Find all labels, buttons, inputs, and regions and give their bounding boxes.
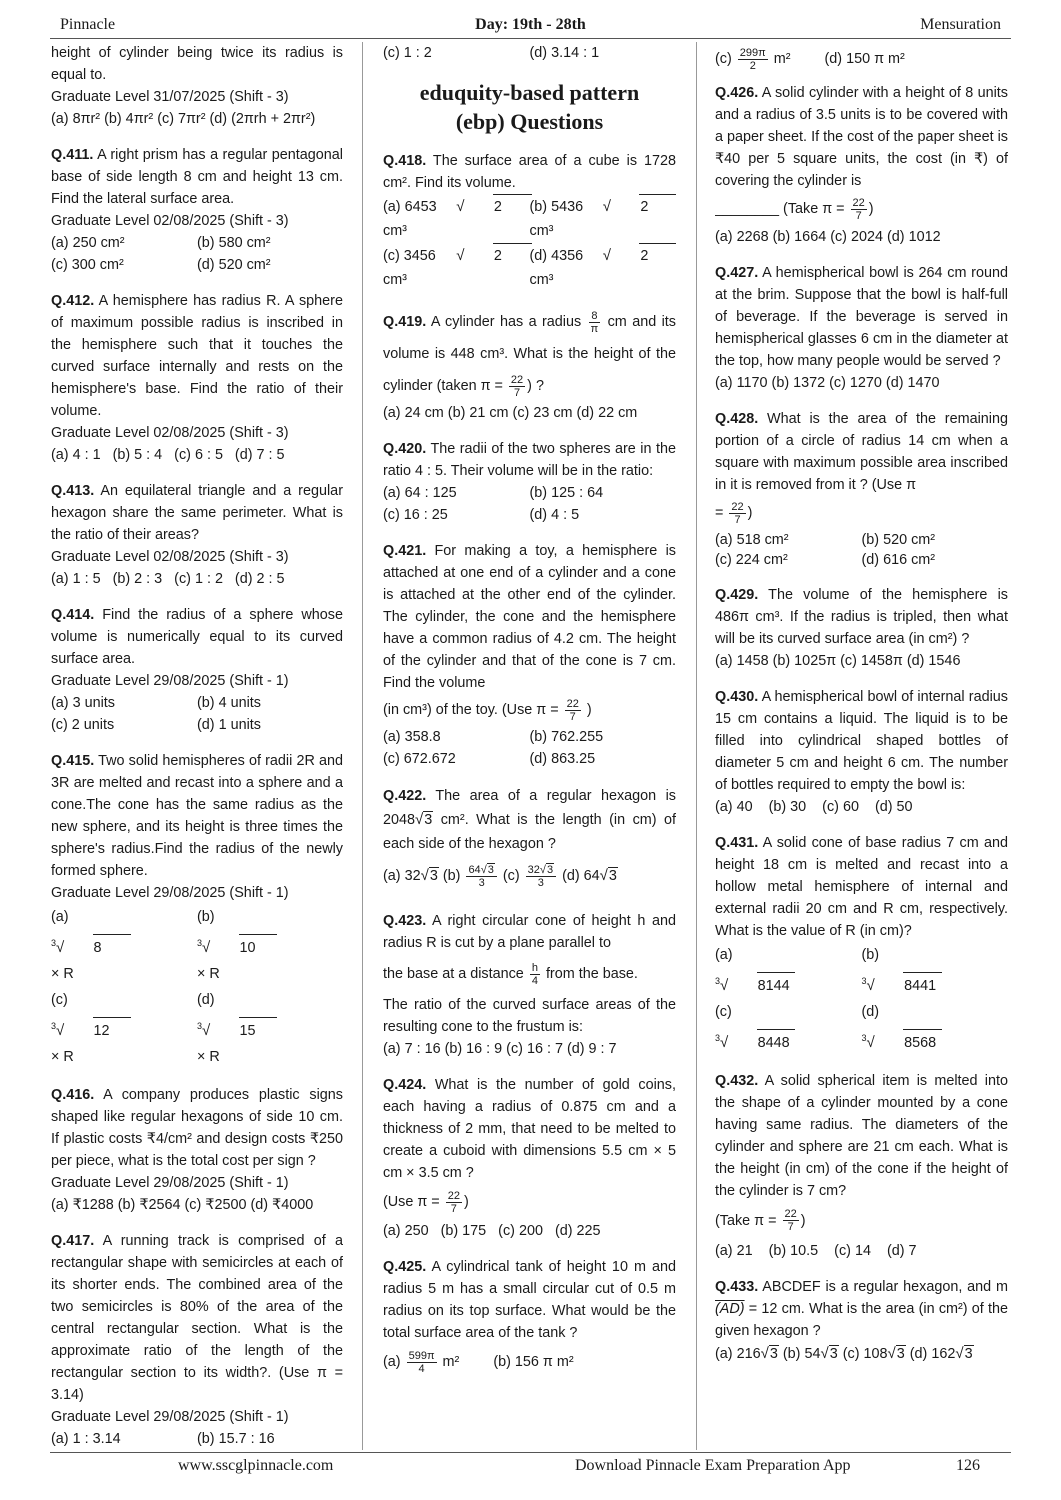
question-number: Q.419. — [383, 314, 427, 330]
question-options — [383, 856, 676, 896]
question-text: A hemisphere has radius R. A sphere of maximum possible radius is inscribed in the hemisphere such that it touches the curved surface internally and rests on the hemisphere's base. Find the ratio of their volume. — [51, 293, 343, 419]
option-a: (a) 358.8 — [383, 729, 441, 745]
question-419: Q.419. A cylinder has a radius $\frac{8}{\pi}$ cm and its volume is 448 cm³. What is the height of the cylinder (taken π = $\frac{22}{7}$ ) ? (a) 24 cm (b) 21 cm (c) 23 cm (d) 22 cm — [383, 306, 676, 424]
fraction: $\frac{22}{7}$ — [566, 697, 579, 723]
option-b: (b) $^3$√ 10 × R — [197, 904, 343, 987]
question-options: (a) ₹1288 (b) ₹2564 (c) ₹2500 (d) ₹4000 — [51, 1196, 314, 1213]
option-d: (d) 616 cm² — [861, 552, 936, 568]
fraction: $\frac{22}{7}$ — [510, 373, 524, 399]
option-a: (a) $^3$√ 8 × R — [51, 904, 197, 987]
question-420 — [383, 438, 676, 526]
option-d: (d) 64√3 — [562, 867, 617, 884]
question-text: Find the radius of a sphere whose volume is numerically equal to its curved surface area. — [51, 607, 343, 667]
question-options — [383, 1344, 676, 1380]
question-412 — [51, 290, 343, 466]
column-2 — [383, 42, 676, 1450]
question-text: The radii of the two spheres are in the ratio 4 : 5. Their volume will be in the ratio: — [383, 441, 676, 479]
question-417 — [51, 1230, 343, 1450]
question-430 — [715, 686, 1008, 818]
question-423: Q.423. A right circular cone of height h and radius R is cut by a plane parallel to the base at a distance $\frac{h}{4}$ from the base. The ratio of the curved surface areas of the resulting cone to the frustum is: (a) 7 : 16 (b) 16 : 9 (c) 16 : 7 (d) 9 : 7 — [383, 910, 676, 1060]
question-number: Q.428. — [715, 411, 759, 427]
question-text: What is the number of gold coins, each having a radius of 0.875 cm and a thickness of 2 mm, that need to be melted to create a cuboid with dimensions 5.5 cm × 5 cm × 3.5 cm ? — [383, 1077, 676, 1181]
question-number: Q.415. — [51, 753, 95, 769]
question-424: Q.424. What is the number of gold coins, each having a radius of 0.875 cm and a thickness of 2 mm, that need to be melted to create a cuboid with dimensions 5.5 cm × 5 cm × 3.5 cm ? (Use π = $\frac{22}{7}$ ) (a) 250 (b) 175 (c) 200 (d) 225 — [383, 1074, 676, 1242]
question-text: The surface area of a cube is 1728 cm². Find its volume. — [383, 153, 676, 191]
question-number: Q.425. — [383, 1259, 427, 1275]
option-c: (c) 300 cm² — [51, 257, 124, 273]
question-414 — [51, 604, 343, 736]
question-options: (a) 4 : 1 (b) 5 : 4 (c) 6 : 5 (d) 7 : 5 — [51, 447, 285, 463]
option-c: (c) 1 : 2 — [383, 45, 432, 61]
option-a: (a) 64 : 125 — [383, 485, 457, 501]
option-c: (c) $\frac{299\pi}{2}$ m² — [715, 46, 791, 72]
question-416 — [51, 1084, 343, 1216]
fraction: $\frac{8}{\pi}$ — [590, 309, 599, 335]
question-options: (a) 40 (b) 30 (c) 60 (d) 50 — [715, 799, 913, 815]
column-divider — [362, 42, 363, 1450]
option-c: (c) 3456 √ 2cm³ — [383, 243, 530, 292]
question-options: (a) 2268 (b) 1664 (c) 2024 (d) 1012 — [715, 229, 941, 245]
question-options: (a) 7 : 16 (b) 16 : 9 (c) 16 : 7 (d) 9 : 7 — [383, 1041, 617, 1057]
column-divider — [696, 42, 697, 1450]
question-426: Q.426. A solid cylinder with a height of 8 units and a radius of 3.5 units is to be covered with a paper sheet. If the cost of the paper sheet is ₹40 per 5 square units, the cost (in ₹) of covering the cylinder is ________ (Take π = $\frac{22}{7}$ ) (a) 2268 (b) 1664 (c) 2024 (d) 1012 — [715, 82, 1008, 248]
question-number: Q.418. — [383, 153, 427, 169]
question-options: (a) 21 (b) 10.5 (c) 14 (d) 7 — [715, 1242, 917, 1259]
question-text: A solid cylinder with a height of 8 units and a radius of 3.5 units is to be covered with a paper sheet. If the cost of the paper sheet is ₹40 per 5 square units, the cost (in ₹) of covering the cylinder is — [715, 85, 1008, 189]
option-b: (b) 125 : 64 — [529, 485, 604, 501]
question-425 — [383, 1256, 676, 1380]
question-number: Q.431. — [715, 835, 759, 851]
option-b: (b) 580 cm² — [197, 235, 271, 251]
question-415 — [51, 750, 343, 1070]
question-source: Graduate Level 02/08/2025 (Shift - 3) — [51, 425, 289, 441]
page-number: 126 — [956, 1457, 980, 1474]
footer-app-promo: Download Pinnacle Exam Preparation App — [575, 1457, 851, 1474]
option-d: (d) $^3$√ 15 × R — [197, 987, 343, 1070]
question-number: Q.429. — [715, 587, 759, 603]
question-text: An equilateral triangle and a regular hexagon share the same perimeter. What is the ratio of their areas? — [51, 483, 343, 543]
question-411 — [51, 144, 343, 276]
question-text: A hemispherical bowl is 264 cm round at the brim. Suppose that the bowl is half-full of beverage. If the beverage is served in hemispherical glasses 6 cm in the diameter at the top, how many people would be served ? — [715, 265, 1008, 369]
option-b: (b) 5436 √ 2cm³ — [530, 194, 677, 243]
question-428: Q.428. What is the area of the remaining portion of a circle of radius 14 cm when a square with maximum possible area inscribed in it is removed from it ? (Use π = $\frac{22}{7}$ ) (a) 518 cm² (b) 520 cm² (c) 224 cm² (d) 616 cm² — [715, 411, 1008, 568]
question-number: Q.413. — [51, 483, 95, 499]
question-options: (a) 8πr² (b) 4πr² (c) 7πr² (d) (2πrh + 2πr²) — [51, 111, 316, 127]
question-source: Graduate Level 02/08/2025 (Shift - 3) — [51, 213, 289, 229]
question-431 — [715, 832, 1008, 1056]
question-options: (a) 1458 (b) 1025π (c) 1458π (d) 1546 — [715, 653, 961, 669]
header-brand: Pinnacle — [60, 16, 116, 33]
question-text: A right prism has a regular pentagonal base of side length 8 cm and height 13 cm. Find the lateral surface area. — [51, 147, 343, 207]
question-source: Graduate Level 29/08/2025 (Shift - 1) — [51, 1408, 289, 1425]
question-text: A solid spherical item is melted into the shape of a cylinder mounted by a cone having same radius. The diameters of the cylinder and sphere are 21 cm each. What is the height (in cm) of the cone if the height of the cylinder is 7 cm? — [715, 1072, 1008, 1199]
question-source: Graduate Level 29/08/2025 (Shift - 1) — [51, 1174, 289, 1191]
option-d: (d) 150 π m² — [824, 51, 905, 67]
fraction: $\frac{22}{7}$ — [447, 1189, 460, 1215]
question-number: Q.414. — [51, 607, 95, 623]
question-text: The volume of the hemisphere is 486π cm³. If the radius is tripled, then what will be its curved surface area (in cm²) ? — [715, 587, 1008, 647]
question-options: (a) 1170 (b) 1372 (c) 1270 (d) 1470 — [715, 375, 940, 391]
question-number: Q.432. — [715, 1072, 759, 1089]
question-source: Graduate Level 29/08/2025 (Shift - 1) — [51, 673, 289, 689]
option-d: (d) 4 : 5 — [529, 507, 580, 523]
question-422: Q.422. The area of a regular hexagon is 2048√3 cm². What is the length (in cm) of each side of the hexagon ? (a) 32√3 (b) $\frac{64√3}{3}$ (c) $\frac{32√3}{3}$ (d) 64√3 — [383, 784, 676, 896]
option-b: (b) 156 π m² — [493, 1354, 574, 1370]
question-number: Q.427. — [715, 265, 759, 281]
option-c: (c) $^3$√ 8448 — [715, 999, 862, 1056]
option-a: (a) 216√3 — [715, 1344, 778, 1362]
option-d: (d) 1 units — [197, 717, 261, 733]
option-c: (c) $\frac{32√3}{3}$ — [503, 868, 558, 884]
question-number: Q.416. — [51, 1086, 95, 1103]
question-source: Graduate Level 31/07/2025 (Shift - 3) — [51, 89, 289, 105]
column-1 — [51, 42, 343, 1450]
option-d: (d) 520 cm² — [197, 257, 271, 273]
question-options: (a) 24 cm (b) 21 cm (c) 23 cm (d) 22 cm — [383, 405, 638, 421]
section-title: eduquity-based pattern (ebp) Questions — [419, 80, 640, 134]
question-source: Graduate Level 29/08/2025 (Shift - 1) — [51, 885, 289, 901]
question-number: Q.430. — [715, 689, 759, 705]
option-c: (c) 16 : 25 — [383, 507, 448, 523]
option-a: (a) 3 units — [51, 695, 115, 711]
question-options — [715, 1342, 1008, 1366]
option-a: (a) 250 cm² — [51, 235, 125, 251]
question-text: A solid cone of base radius 7 cm and height 18 cm is melted and recast into a hollow metal hemisphere of internal and external radii 20 cm and R cm, respectively. What is the value of R (in cm)? — [715, 835, 1008, 939]
option-b: (b) 4 units — [197, 695, 261, 711]
question-number: Q.424. — [383, 1077, 427, 1093]
question-433: Q.433. ABCDEF is a regular hexagon, and m (AD) = 12 cm. What is the area (in cm²) of the given hexagon ? (a) 216√3 (b) 54√3 (c) 108√3 (d) 162√3 — [715, 1276, 1008, 1366]
question-text: A cylindrical tank of height 10 m and radius 5 m has a small circular cut of 0.5 m radius on its top surface. What would be the total surface area of the tank ? — [383, 1259, 676, 1341]
question-429 — [715, 584, 1008, 672]
option-c: (c) 224 cm² — [715, 552, 788, 568]
column-3 — [715, 42, 1008, 1450]
question-421: Q.421. For making a toy, a hemisphere is attached at one end of a cylinder and a cone is attached at the other end of the cylinder. The cylinder, the cone and the hemisphere have a common radius of 4.2 cm. The height of the cylinder and that of the cone is 7 cm. Find the volume (in cm³) of the toy. (Use π = $\frac{22}{7}$ ) (a) 358.8 (b) 762.255 (c) 672.672 (d) 863.25 — [383, 540, 676, 770]
question-432: Q.432. A solid spherical item is melted into the shape of a cylinder mounted by a cone having same radius. The diameters of the cylinder and sphere are 21 cm each. What is the height (in cm) of the cone if the height of the cylinder is 7 cm? (Take π = $\frac{22}{7}$ ) (a) 21 (b) 10.5 (c) 14 (d) 7 — [715, 1070, 1008, 1262]
option-b: (b) $^3$√ 8441 — [862, 942, 1009, 999]
question-number: Q.433. — [715, 1278, 759, 1295]
option-a: (a) 518 cm² — [715, 532, 789, 548]
question-text: For making a toy, a hemisphere is attached at one end of a cylinder and a cone is attached at the other end of the cylinder. The cylinder, the cone and the hemisphere have a common radius of 4.2 cm. The height of the cylinder and that of the cone is 7 cm. Find the volume — [383, 543, 676, 691]
question-427 — [715, 262, 1008, 394]
header-topic: Mensuration — [920, 16, 1001, 33]
fraction: $\frac{22}{7}$ — [852, 196, 865, 222]
question-number: Q.422. — [383, 788, 427, 804]
option-a: (a) $^3$√ 8144 — [715, 942, 862, 999]
header-day-range: Day: 19th - 28th — [475, 16, 586, 33]
option-d: (d) 4356 √ 2cm³ — [530, 243, 677, 292]
option-b: (b) 54√3 — [782, 1344, 838, 1362]
footer-website-link[interactable]: www.sscglpinnacle.com — [178, 1457, 334, 1474]
option-d: (d) 3.14 : 1 — [529, 45, 600, 61]
question-number: Q.417. — [51, 1232, 95, 1249]
page-header — [50, 10, 1011, 39]
option-a: (a) 32√3 — [383, 867, 438, 884]
fraction: $\frac{22}{7}$ — [731, 500, 744, 526]
fraction: $\frac{h}{4}$ — [531, 961, 538, 987]
question-continued-options — [383, 42, 676, 64]
question-source: Graduate Level 02/08/2025 (Shift - 3) — [51, 549, 289, 565]
option-a: (a) 1 : 3.14 — [51, 1430, 121, 1447]
option-d: (d) 863.25 — [529, 751, 596, 767]
question-413 — [51, 480, 343, 590]
option-b: (b) 520 cm² — [861, 532, 936, 548]
option-c: (c) $^3$√ 12 × R — [51, 987, 197, 1070]
question-text: Two solid hemispheres of radii 2R and 3R are melted and recast into a sphere and a cone.The cone has the same radius as the new sphere, and its height is three times the sphere's radius.Find the radius of the newly formed sphere. — [51, 753, 343, 879]
question-continued-text: height of cylinder being twice its radius is equal to. — [51, 45, 343, 83]
page-footer — [50, 1452, 1011, 1477]
fraction: $\frac{22}{7}$ — [784, 1208, 797, 1234]
option-b: (b) 762.255 — [529, 729, 604, 745]
question-continued-options — [715, 42, 1008, 76]
question-number: Q.426. — [715, 85, 759, 101]
option-c: (c) 672.672 — [383, 751, 456, 767]
question-text: What is the area of the remaining portion of a circle of radius 14 cm when a square with maximum possible area inscribed in it is removed from it ? (Use π — [715, 411, 1008, 493]
question-number: Q.421. — [383, 543, 427, 559]
option-c: (c) 108√3 — [842, 1344, 905, 1362]
option-d: (d) $^3$√ 8568 — [862, 999, 1009, 1056]
question-number: Q.423. — [383, 913, 427, 929]
option-b: (b) 15.7 : 16 — [197, 1430, 275, 1447]
question-options: (a) 1 : 5 (b) 2 : 3 (c) 1 : 2 (d) 2 : 5 — [51, 571, 285, 587]
question-options: (a) 250 (b) 175 (c) 200 (d) 225 — [383, 1223, 601, 1239]
question-number: Q.412. — [51, 293, 95, 309]
option-a: (a) $\frac{599\pi}{4}$ m² — [383, 1349, 460, 1375]
question-number: Q.420. — [383, 441, 427, 457]
question-text: A hemispherical bowl of internal radius 15 cm contains a liquid. The liquid is to be filled into cylindrical shaped bottles of diameter 5 cm and height 6 cm. The number of bottles required to empty the bowl is: — [715, 689, 1008, 793]
question-number: Q.411. — [51, 147, 94, 163]
option-b: (b) $\frac{64√3}{3}$ — [443, 868, 499, 884]
question-418 — [383, 150, 676, 292]
question-text: A running track is comprised of a rectangular shape with semicircles at each of its shorter ends. The combined area of the two semicircles is 80% of the area of the central rectangular section. What is the approximate ratio of the length of the rectangular section to its width?. (Use π = 3.14) — [51, 1232, 343, 1403]
option-a: (a) 6453 √ 2cm³ — [383, 194, 530, 243]
option-c: (c) 2 units — [51, 717, 115, 733]
option-d: (d) 162√3 — [909, 1344, 973, 1362]
question-text: A company produces plastic signs shaped like regular hexagons of side 10 cm. If plastic costs ₹4/cm² and design costs ₹250 per piece, what is the total cost per sign ? — [51, 1086, 343, 1169]
